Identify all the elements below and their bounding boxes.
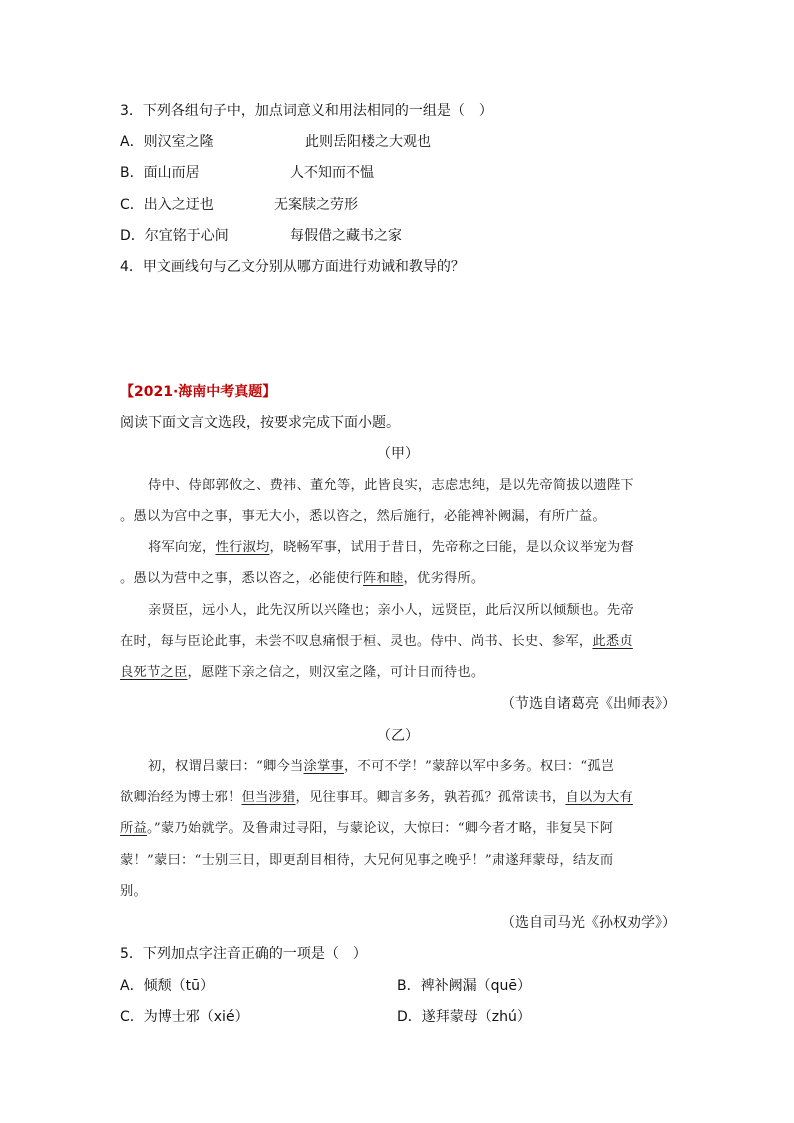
jia-p2-line1-b: ，晓畅军事，试用于昔日，先帝称之曰能，是以众议举宠为督 [269, 540, 634, 555]
q3-option-c[interactable] [120, 195, 358, 215]
passage-yi-heading: （乙） [377, 728, 419, 744]
jia-underline-xingxing: 性行淑均 [215, 540, 270, 555]
q3-option-d-label: D．尔宜铭于心间 [120, 228, 229, 244]
jia-p3-line2 [120, 632, 676, 652]
yi-line2-b: ，见往事耳。卿言多务，孰若孤？孤常读书， [295, 790, 566, 805]
jia-p2-line2-a: 。愚以为营中之事，悉以咨之，必能使行 [120, 571, 363, 586]
jia-p3-line1: 亲贤臣，远小人，此先汉所以兴隆也；亲小人，远贤臣，此后汉所以倾颓也。先帝 [148, 603, 634, 618]
yi-line1-a: 初，权谓吕蒙曰：“卿今当 [148, 759, 304, 774]
yi-line4: 蒙！”蒙曰：“士别三日，即更刮目相待，大兄何见事之晚乎！”肃遂拜蒙母，结友而 [120, 853, 614, 868]
q5-option-d[interactable]: D．遂拜蒙母（zhú） [397, 1009, 531, 1025]
q3-option-b-label: B．面山而居 [120, 165, 200, 181]
question-3: 3．下列各组句子中，加点词意义和用法相同的一组是（ ） [120, 103, 493, 119]
yi-line5: 别。 [120, 884, 147, 899]
q3-option-b-pair: 人不知而不愠 [290, 165, 374, 181]
jia-p2-line1 [120, 538, 676, 558]
q3-option-d[interactable] [120, 226, 402, 246]
q3-option-c-pair: 无案牍之劳形 [274, 197, 358, 213]
q5-option-c[interactable]: C．为博士邪（xié） [120, 1009, 249, 1025]
q3-option-a-pair: 此则岳阳楼之大观也 [305, 134, 431, 150]
jia-p1-line1: 侍中、侍郎郭攸之、费祎、董允等，此皆良实，志虑忠纯，是以先帝简拔以遗陛下 [148, 478, 634, 493]
question-4: 4．甲文画线句与乙文分别从哪方面进行劝诫和教导的？ [120, 259, 465, 275]
q3-option-a[interactable] [120, 132, 431, 152]
jia-underline-zhenliang-2: 良死节之臣 [120, 665, 188, 680]
jia-p3-line3 [120, 663, 676, 683]
q5-option-a[interactable]: A．倾颓（tū） [120, 978, 214, 994]
jia-p2-line2-b: ，优劣得所。 [403, 571, 485, 586]
question-5: 5．下列加点字注音正确的一项是（ ） [120, 946, 367, 962]
q3-option-b[interactable] [120, 163, 374, 183]
yi-underline-dayou: 自以为大有 [565, 790, 633, 805]
passage-jia-heading: （甲） [377, 446, 419, 462]
yi-underline-tuzhangshi: 涂掌事 [303, 759, 344, 774]
jia-underline-zhenliang-1: 此悉贞 [592, 634, 633, 649]
yi-line3-b: 。”蒙乃始就学。及鲁肃过寻阳，与蒙论议，大惊曰：“卿今者才略，非复吴下阿 [147, 821, 614, 836]
q3-option-d-pair: 每假借之藏书之家 [290, 228, 402, 244]
jia-p3-line3-b: ，愿陛下亲之信之，则汉室之隆，可计日而待也。 [187, 665, 485, 680]
yi-line1-b: ，不可不学！”蒙辞以军中多务。权曰：“孤岂 [343, 759, 615, 774]
section-instruction: 阅读下面文言文选段，按要求完成下面小题。 [120, 415, 400, 431]
yi-underline-suoyi: 所益 [120, 821, 147, 836]
jia-p2-line1-a: 将军向宠， [148, 540, 216, 555]
q3-option-a-label: A．则汉室之隆 [120, 134, 214, 150]
jia-p3-line2-a: 在时，每与臣论此事，未尝不叹息痛恨于桓、灵也。侍中、尚书、长史、参军， [120, 634, 593, 649]
yi-line1 [120, 757, 676, 777]
yi-line3 [120, 819, 676, 839]
q3-option-c-label: C．出入之迂也 [120, 197, 214, 213]
yi-underline-shelie: 但当涉猎 [241, 790, 296, 805]
yi-line2 [120, 788, 676, 808]
yi-line2-a: 欲卿治经为博士邪！ [120, 790, 242, 805]
jia-source: （节选自诸葛亮《出师表》） [501, 696, 676, 712]
jia-p1-line2: 。愚以为宫中之事，事无大小，悉以咨之，然后施行，必能裨补阙漏，有所广益。 [120, 509, 606, 524]
yi-source: （选自司马光《孙权劝学》） [501, 915, 676, 931]
section-tag: 【2021·海南中考真题】 [120, 384, 277, 400]
q5-option-b[interactable]: B．裨补阙漏（quē） [397, 978, 531, 994]
jia-p2-line2 [120, 569, 676, 589]
jia-underline-hemu: 阵和睦 [362, 571, 404, 586]
